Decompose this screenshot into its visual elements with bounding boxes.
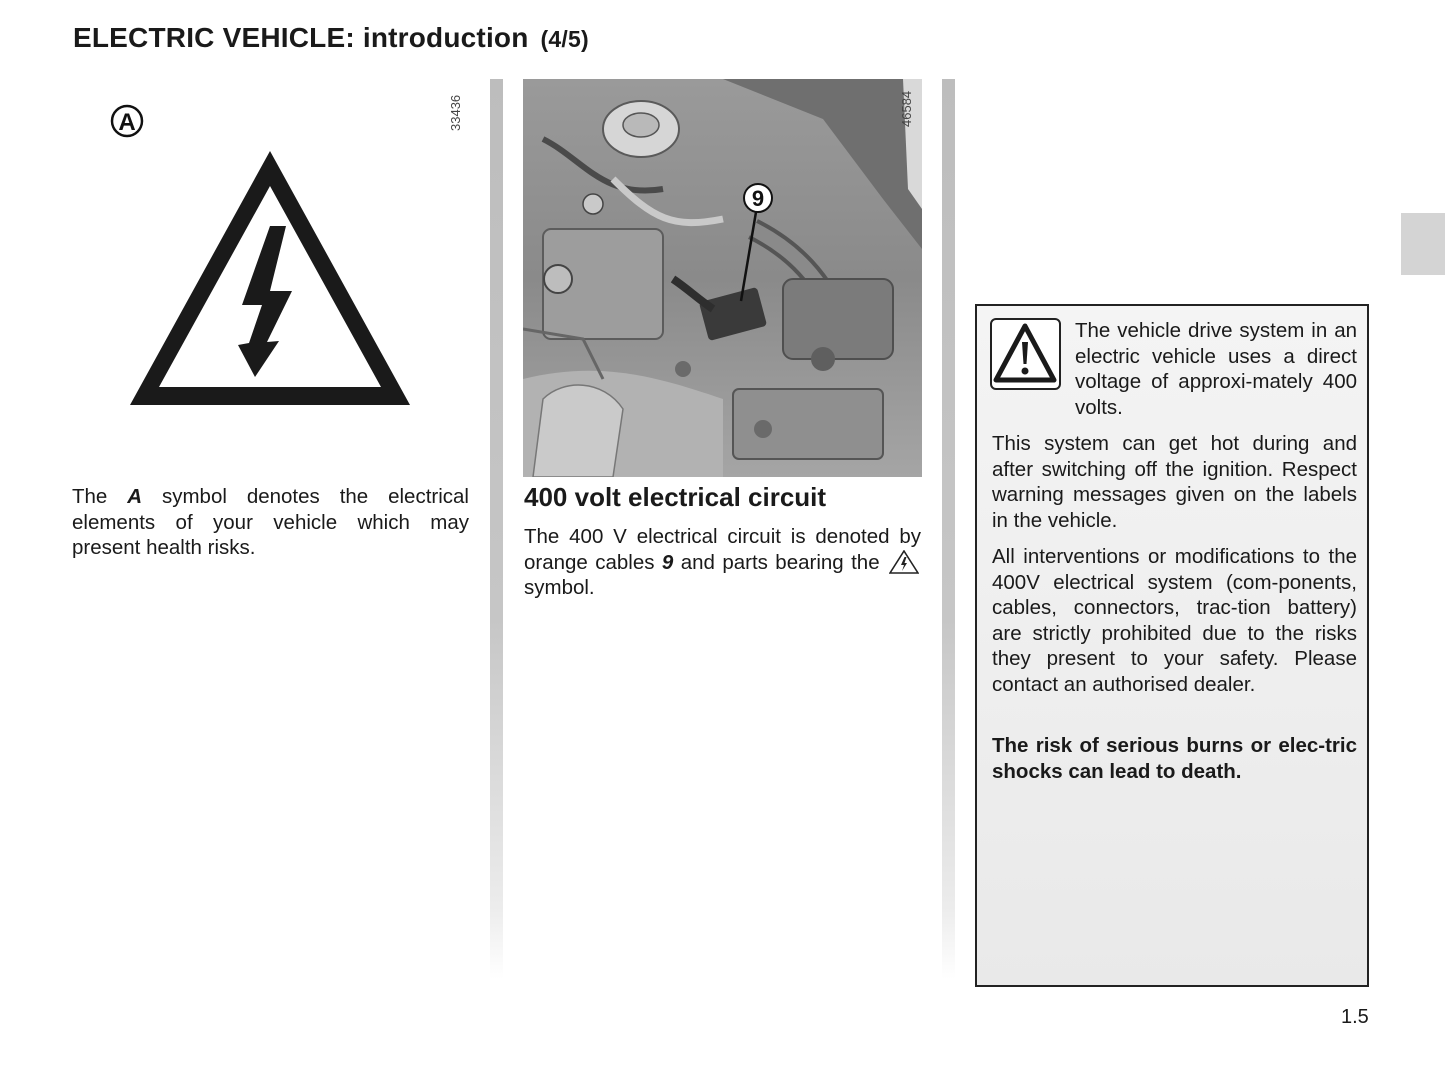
figure-a-ref-number: 33436	[448, 94, 463, 131]
figure-a-label: A	[118, 109, 136, 136]
chapter-tab	[1401, 213, 1445, 275]
high-voltage-warning-icon	[72, 79, 472, 439]
warning-paragraph-2: This system can get hot during and after switching off the ignition. Respect warning messages given on the labels in the vehicle.	[992, 432, 1357, 532]
page-title-text: ELECTRIC VEHICLE: introduction	[73, 22, 529, 53]
cable-reference: 9	[661, 550, 674, 574]
symbol-description-post: symbol denotes the electrical elements of your vehicle which may present health risks.	[72, 485, 469, 559]
warning-paragraph-1: The vehicle drive system in an electric vehicle uses a direct voltage of approxi-mately 400 volts.	[1075, 319, 1357, 419]
section-title: 400 volt electrical circuit	[524, 482, 827, 512]
section-body-post: symbol.	[524, 576, 595, 599]
page-part-indicator: (4/5)	[540, 26, 589, 52]
column-divider-right	[942, 79, 955, 979]
photo-ref-number: 46584	[899, 90, 914, 127]
section-body-mid: and parts bearing the	[673, 550, 888, 574]
symbol-description-pre: The	[72, 485, 128, 508]
warning-box	[975, 304, 1369, 987]
figure-a	[72, 79, 472, 439]
warning-triangle-icon	[990, 318, 1061, 390]
page-number: 1.5	[1341, 1006, 1369, 1028]
small-high-voltage-icon	[889, 550, 919, 574]
section-body-pre: The 400 V electrical circuit is denoted by orange cables	[524, 525, 921, 574]
engine-bay-photo	[523, 79, 922, 477]
section-body	[524, 524, 921, 601]
warning-paragraph-3: All interventions or modifications to the 400V electrical system (com-ponents, cables, connectors, trac-tion battery) are strictly prohibited due to the risks they present to your safety. Please contact an authorised dealer.	[992, 545, 1357, 696]
symbol-reference: A	[127, 485, 143, 508]
symbol-description	[72, 484, 469, 561]
warning-paragraph-4: The risk of serious burns or elec-tric shocks can lead to death.	[992, 734, 1357, 783]
page-title	[73, 22, 589, 54]
column-divider-left	[490, 79, 503, 979]
photo-callout: 9	[751, 186, 765, 211]
